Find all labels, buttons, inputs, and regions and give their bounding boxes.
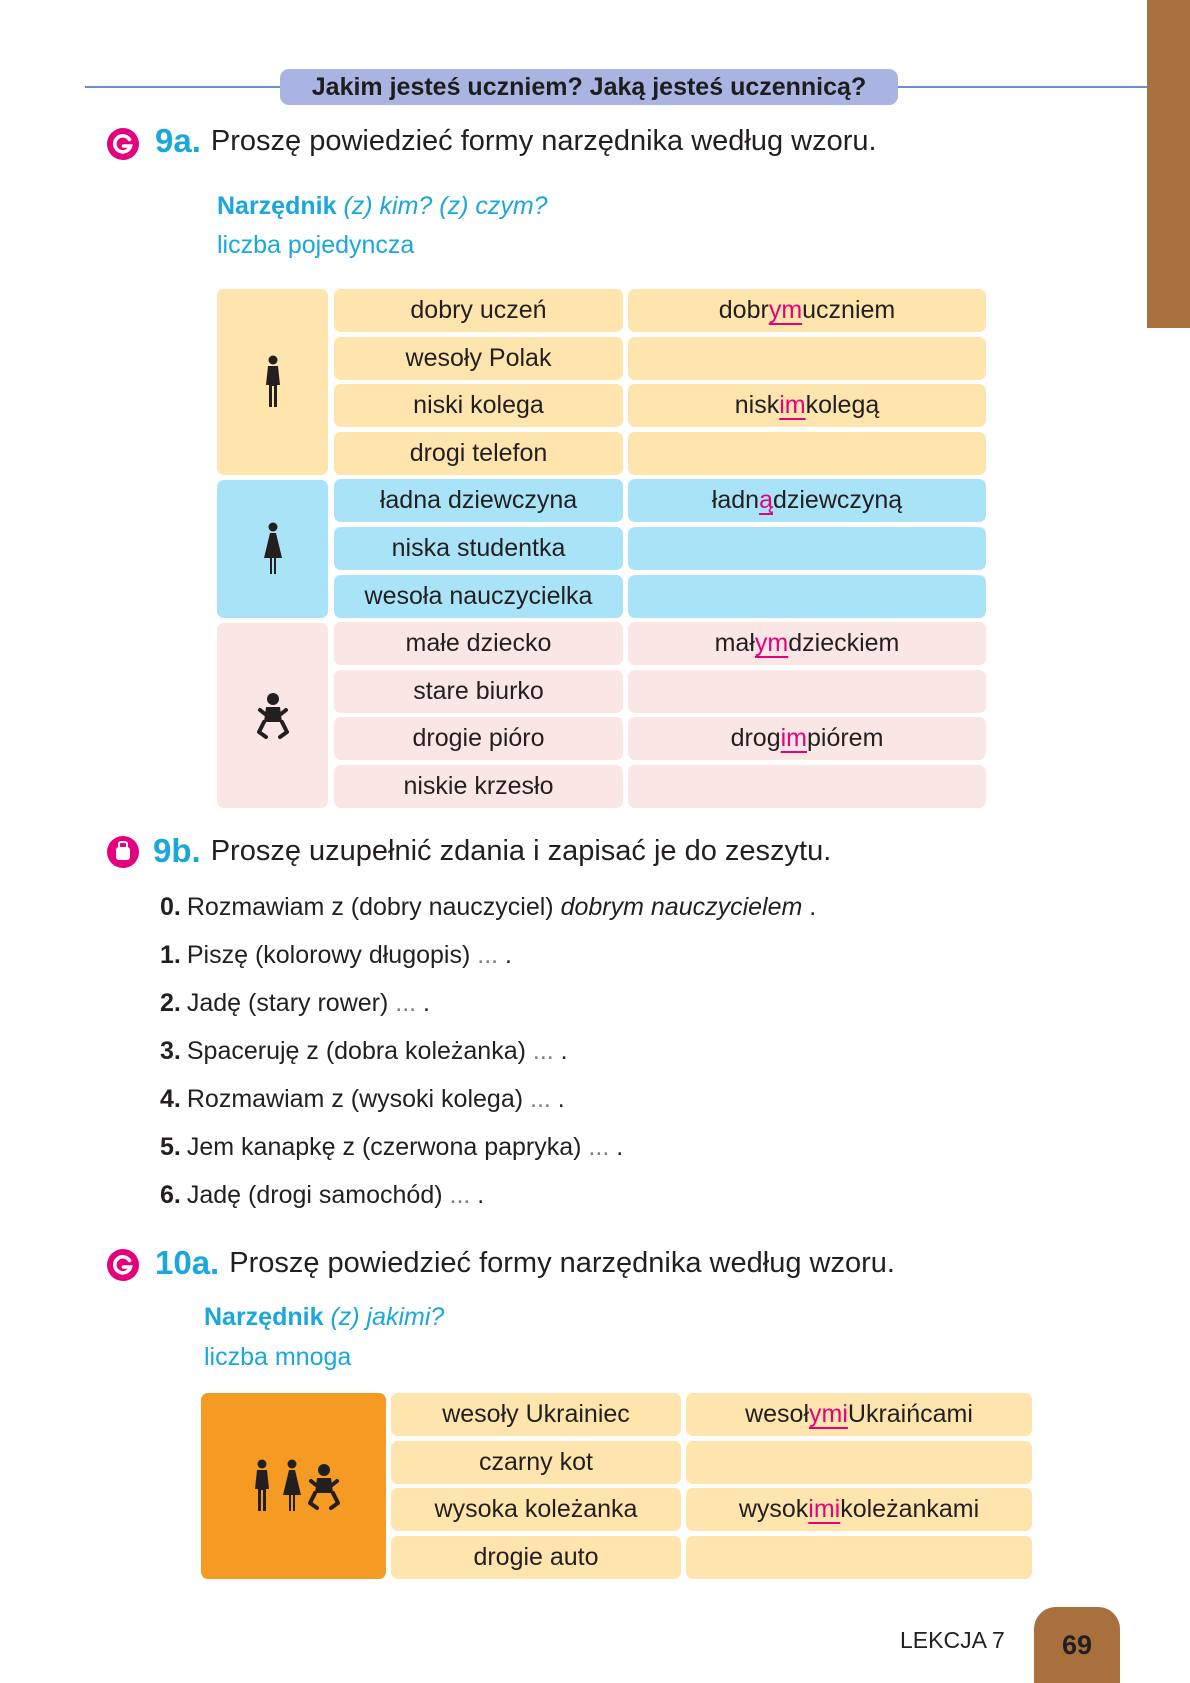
answer-cell — [686, 1488, 1032, 1531]
sentence-end: . — [550, 1085, 565, 1113]
answer-pre: nisk — [734, 391, 780, 420]
answer-post: piórem — [807, 724, 884, 753]
answer-pre: ładn — [711, 486, 760, 515]
answer-pre: mał — [714, 629, 755, 658]
sentence — [160, 941, 512, 970]
man-icon — [261, 355, 285, 409]
grammar-g-icon — [107, 1249, 139, 1281]
sentence — [160, 893, 816, 922]
answer-blank: ... — [588, 1133, 610, 1161]
people-group-icon — [248, 1459, 340, 1513]
case-question: (z) kim? (z) czym? — [343, 192, 548, 220]
answer-hl: ym — [754, 629, 789, 658]
answer-blank: ... — [532, 1037, 554, 1065]
masculine-group — [217, 289, 328, 475]
base-form-cell: drogie auto — [391, 1536, 681, 1579]
base-form-cell: wesoły Ukrainiec — [391, 1393, 681, 1436]
exercise-10a-case — [204, 1303, 444, 1332]
exercise-9a-number-label: liczba pojedyncza — [217, 231, 415, 259]
sentence-end: . — [470, 1181, 485, 1209]
sentence — [160, 1037, 568, 1066]
exercise-9b-instruction: Proszę uzupełnić zdania i zapisać je do zeszytu. — [210, 834, 832, 867]
base-form-cell: stare biurko — [334, 670, 623, 713]
exercise-10a-number: 10a. — [155, 1244, 220, 1281]
answer-pre: wysok — [738, 1495, 809, 1524]
answer-blank: ... — [395, 989, 417, 1017]
answer-cell — [628, 575, 986, 618]
sentence — [160, 1085, 565, 1114]
base-form-cell: czarny kot — [391, 1441, 681, 1484]
base-form-cell: wysoka koleżanka — [391, 1488, 681, 1531]
base-form-cell: ładna dziewczyna — [334, 479, 623, 522]
sentence-number: 2. — [160, 989, 181, 1017]
exercise-10a-title — [155, 1244, 895, 1282]
sentence-end: . — [553, 1037, 568, 1065]
sentence — [160, 1133, 623, 1162]
answer-cell — [686, 1536, 1032, 1579]
base-form-cell: małe dziecko — [334, 622, 623, 665]
base-form-cell: niska studentka — [334, 527, 623, 570]
answer-cell — [686, 1393, 1032, 1436]
answer-blank: ... — [477, 941, 499, 969]
sentence-text: Jadę (drogi samochód) — [186, 1181, 450, 1209]
base-form-cell: niski kolega — [334, 384, 623, 427]
baby-icon — [257, 692, 289, 740]
sentence-answer: dobrym nauczycielem — [560, 893, 803, 921]
answer-pre: drog — [730, 724, 781, 753]
answer-post: uczniem — [802, 296, 896, 324]
sentence-number: 4. — [160, 1085, 181, 1113]
answer-blank: ... — [449, 1181, 471, 1209]
exercise-9a-case — [217, 192, 548, 221]
notebook-icon — [107, 836, 139, 868]
exercise-10a-instruction: Proszę powiedzieć formy narzędnika według wzoru. — [229, 1246, 895, 1279]
answer-cell — [628, 289, 986, 332]
sentence-text: Jadę (stary rower) — [186, 989, 396, 1017]
answer-cell — [628, 765, 986, 808]
case-name: Narzędnik — [204, 1303, 324, 1331]
sentence-number: 0. — [160, 893, 181, 921]
sentence-text: Spaceruję z (dobra koleżanka) — [186, 1037, 533, 1065]
answer-post: Ukraińcami — [847, 1400, 973, 1428]
sentence-text: Piszę (kolorowy długopis) — [186, 941, 478, 969]
answer-post: kolegą — [805, 391, 880, 420]
exercise-9a-instruction: Proszę powiedzieć formy narzędnika według wzoru. — [210, 124, 877, 157]
sentence-end: . — [802, 893, 817, 921]
exercise-9a-number: 9a. — [155, 122, 201, 159]
lesson-label: LEKCJA 7 — [900, 1627, 1005, 1653]
sentence-end: . — [498, 941, 513, 969]
exercise-10a-number-label: liczba mnoga — [204, 1343, 352, 1371]
answer-hl: imi — [808, 1495, 841, 1524]
sentence-end: . — [609, 1133, 624, 1161]
plural-group — [201, 1393, 386, 1579]
woman-icon — [261, 522, 285, 576]
feminine-group — [217, 480, 328, 618]
exercise-9a-title — [155, 122, 877, 160]
sentence-number: 3. — [160, 1037, 181, 1065]
answer-cell — [686, 1441, 1032, 1484]
answer-cell — [628, 432, 986, 475]
answer-pre: dobr — [718, 296, 769, 324]
answer-cell — [628, 622, 986, 665]
sentence-number: 5. — [160, 1133, 181, 1161]
answer-post: koleżankami — [840, 1495, 980, 1524]
exercise-9b-title — [153, 832, 831, 870]
answer-hl: ymi — [809, 1400, 848, 1428]
page-header-title: Jakim jesteś uczniem? Jaką jesteś uczennicą? — [280, 69, 898, 105]
sentence — [160, 1181, 484, 1210]
answer-hl: ym — [768, 296, 803, 324]
answer-cell — [628, 479, 986, 522]
sentence-text: Rozmawiam z (wysoki kolega) — [186, 1085, 530, 1113]
answer-cell — [628, 384, 986, 427]
case-name: Narzędnik — [217, 192, 337, 220]
answer-cell — [628, 670, 986, 713]
base-form-cell: drogi telefon — [334, 432, 623, 475]
grammar-g-icon — [107, 128, 139, 160]
answer-hl: ą — [759, 486, 773, 515]
base-form-cell: dobry uczeń — [334, 289, 623, 332]
base-form-cell: niskie krzesło — [334, 765, 623, 808]
exercise-9b-number: 9b. — [153, 832, 201, 869]
answer-post: dziewczyną — [772, 486, 903, 515]
sentence-number: 6. — [160, 1181, 181, 1209]
page-number: 69 — [1034, 1607, 1120, 1683]
answer-cell — [628, 337, 986, 380]
answer-hl: im — [779, 391, 806, 420]
base-form-cell: wesoła nauczycielka — [334, 575, 623, 618]
answer-cell — [628, 527, 986, 570]
base-form-cell: drogie pióro — [334, 717, 623, 760]
answer-post: dzieckiem — [788, 629, 900, 658]
sentence-text: Rozmawiam z (dobry nauczyciel) — [186, 893, 561, 921]
answer-hl: im — [780, 724, 807, 753]
case-question: (z) jakimi? — [330, 1303, 445, 1331]
sentence — [160, 989, 430, 1018]
sentence-number: 1. — [160, 941, 181, 969]
sentence-end: . — [416, 989, 430, 1017]
answer-blank: ... — [530, 1085, 551, 1113]
sentence-text: Jem kanapkę z (czerwona papryka) — [186, 1133, 589, 1161]
neuter-group — [217, 623, 328, 808]
base-form-cell: wesoły Polak — [334, 337, 623, 380]
side-tab — [1147, 0, 1190, 328]
answer-cell — [628, 717, 986, 760]
answer-pre: wesoł — [745, 1400, 809, 1428]
